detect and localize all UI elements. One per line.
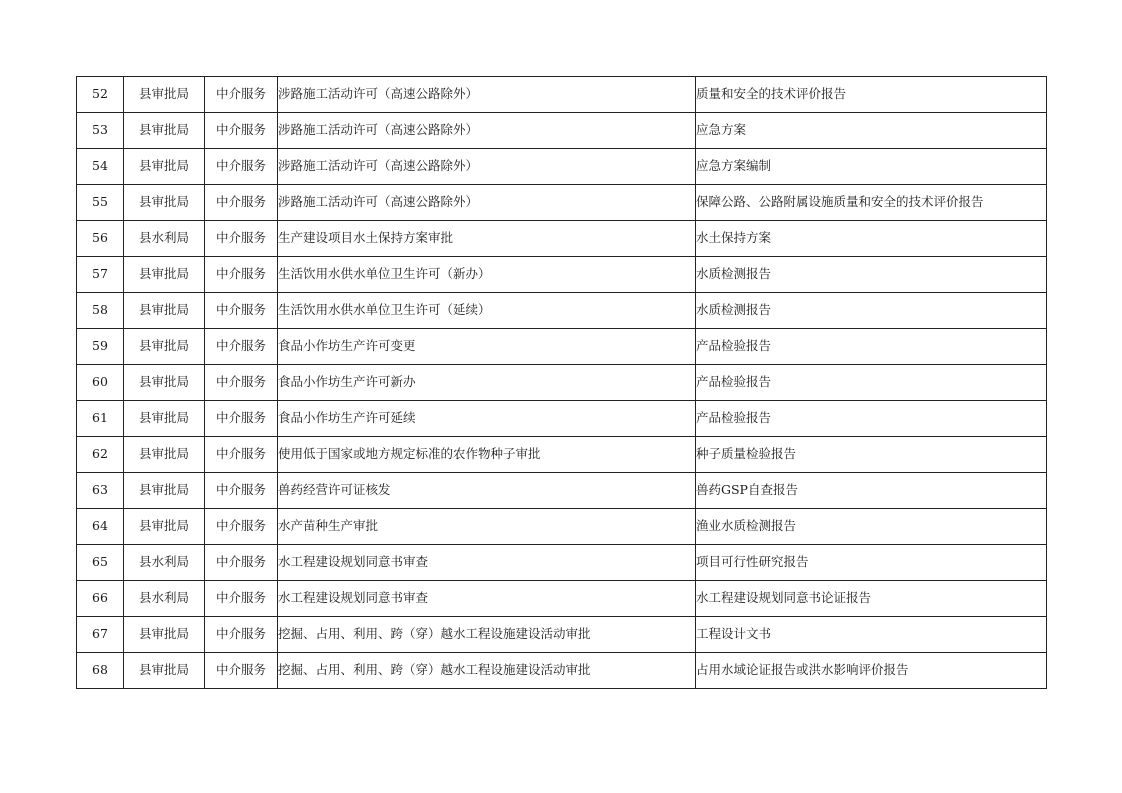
service-type-cell: 中介服务 bbox=[205, 509, 278, 545]
service-type-cell: 中介服务 bbox=[205, 473, 278, 509]
required-material-cell: 兽药GSP自查报告 bbox=[696, 473, 1047, 509]
row-number-cell: 59 bbox=[77, 329, 124, 365]
service-type-cell: 中介服务 bbox=[205, 185, 278, 221]
service-type-cell: 中介服务 bbox=[205, 113, 278, 149]
department-cell: 县审批局 bbox=[124, 401, 205, 437]
department-cell: 县审批局 bbox=[124, 113, 205, 149]
required-material-cell: 种子质量检验报告 bbox=[696, 437, 1047, 473]
approval-item-cell: 生活饮用水供水单位卫生许可（新办） bbox=[278, 257, 696, 293]
row-number-cell: 62 bbox=[77, 437, 124, 473]
table-row bbox=[77, 473, 1047, 509]
required-material-cell: 占用水域论证报告或洪水影响评价报告 bbox=[696, 653, 1047, 689]
row-number-cell: 55 bbox=[77, 185, 124, 221]
row-number-cell: 61 bbox=[77, 401, 124, 437]
required-material-cell: 产品检验报告 bbox=[696, 329, 1047, 365]
required-material-cell: 应急方案编制 bbox=[696, 149, 1047, 185]
table-row bbox=[77, 365, 1047, 401]
row-number-cell: 65 bbox=[77, 545, 124, 581]
required-material-cell: 项目可行性研究报告 bbox=[696, 545, 1047, 581]
required-material-cell: 工程设计文书 bbox=[696, 617, 1047, 653]
table-row bbox=[77, 149, 1047, 185]
required-material-cell: 水质检测报告 bbox=[696, 293, 1047, 329]
department-cell: 县审批局 bbox=[124, 77, 205, 113]
required-material-cell: 水质检测报告 bbox=[696, 257, 1047, 293]
approval-item-cell: 生产建设项目水土保持方案审批 bbox=[278, 221, 696, 257]
required-material-cell: 渔业水质检测报告 bbox=[696, 509, 1047, 545]
table-row bbox=[77, 509, 1047, 545]
table-row bbox=[77, 437, 1047, 473]
approval-item-cell: 食品小作坊生产许可变更 bbox=[278, 329, 696, 365]
table-row bbox=[77, 401, 1047, 437]
service-type-cell: 中介服务 bbox=[205, 437, 278, 473]
table-row bbox=[77, 329, 1047, 365]
department-cell: 县审批局 bbox=[124, 185, 205, 221]
approval-item-cell: 食品小作坊生产许可新办 bbox=[278, 365, 696, 401]
approval-item-cell: 水工程建设规划同意书审查 bbox=[278, 581, 696, 617]
service-type-cell: 中介服务 bbox=[205, 545, 278, 581]
service-type-cell: 中介服务 bbox=[205, 221, 278, 257]
row-number-cell: 53 bbox=[77, 113, 124, 149]
department-cell: 县审批局 bbox=[124, 365, 205, 401]
table-row bbox=[77, 221, 1047, 257]
row-number-cell: 57 bbox=[77, 257, 124, 293]
row-number-cell: 58 bbox=[77, 293, 124, 329]
service-type-cell: 中介服务 bbox=[205, 581, 278, 617]
department-cell: 县审批局 bbox=[124, 149, 205, 185]
row-number-cell: 68 bbox=[77, 653, 124, 689]
approval-item-cell: 涉路施工活动许可（高速公路除外） bbox=[278, 77, 696, 113]
service-type-cell: 中介服务 bbox=[205, 365, 278, 401]
department-cell: 县审批局 bbox=[124, 617, 205, 653]
approval-item-cell: 涉路施工活动许可（高速公路除外） bbox=[278, 149, 696, 185]
department-cell: 县审批局 bbox=[124, 257, 205, 293]
approval-item-cell: 挖掘、占用、利用、跨（穿）越水工程设施建设活动审批 bbox=[278, 653, 696, 689]
row-number-cell: 56 bbox=[77, 221, 124, 257]
row-number-cell: 60 bbox=[77, 365, 124, 401]
table-body bbox=[77, 77, 1047, 689]
intermediary-services-table bbox=[76, 76, 1047, 689]
table-row bbox=[77, 293, 1047, 329]
department-cell: 县水利局 bbox=[124, 581, 205, 617]
approval-item-cell: 涉路施工活动许可（高速公路除外） bbox=[278, 185, 696, 221]
approval-item-cell: 涉路施工活动许可（高速公路除外） bbox=[278, 113, 696, 149]
required-material-cell: 水工程建设规划同意书论证报告 bbox=[696, 581, 1047, 617]
table-row bbox=[77, 617, 1047, 653]
service-type-cell: 中介服务 bbox=[205, 77, 278, 113]
table-row bbox=[77, 77, 1047, 113]
row-number-cell: 67 bbox=[77, 617, 124, 653]
approval-item-cell: 水产苗种生产审批 bbox=[278, 509, 696, 545]
service-type-cell: 中介服务 bbox=[205, 401, 278, 437]
required-material-cell: 应急方案 bbox=[696, 113, 1047, 149]
department-cell: 县审批局 bbox=[124, 329, 205, 365]
service-type-cell: 中介服务 bbox=[205, 329, 278, 365]
department-cell: 县审批局 bbox=[124, 509, 205, 545]
row-number-cell: 63 bbox=[77, 473, 124, 509]
required-material-cell: 产品检验报告 bbox=[696, 401, 1047, 437]
table-row bbox=[77, 545, 1047, 581]
row-number-cell: 54 bbox=[77, 149, 124, 185]
department-cell: 县审批局 bbox=[124, 437, 205, 473]
approval-item-cell: 水工程建设规划同意书审查 bbox=[278, 545, 696, 581]
service-type-cell: 中介服务 bbox=[205, 293, 278, 329]
required-material-cell: 质量和安全的技术评价报告 bbox=[696, 77, 1047, 113]
approval-item-cell: 挖掘、占用、利用、跨（穿）越水工程设施建设活动审批 bbox=[278, 617, 696, 653]
service-type-cell: 中介服务 bbox=[205, 617, 278, 653]
required-material-cell: 水土保持方案 bbox=[696, 221, 1047, 257]
row-number-cell: 66 bbox=[77, 581, 124, 617]
required-material-cell: 保障公路、公路附属设施质量和安全的技术评价报告 bbox=[696, 185, 1047, 221]
approval-item-cell: 兽药经营许可证核发 bbox=[278, 473, 696, 509]
table-row bbox=[77, 653, 1047, 689]
service-type-cell: 中介服务 bbox=[205, 149, 278, 185]
table-row bbox=[77, 257, 1047, 293]
approval-item-cell: 食品小作坊生产许可延续 bbox=[278, 401, 696, 437]
department-cell: 县水利局 bbox=[124, 545, 205, 581]
service-type-cell: 中介服务 bbox=[205, 653, 278, 689]
department-cell: 县水利局 bbox=[124, 221, 205, 257]
approval-item-cell: 使用低于国家或地方规定标准的农作物种子审批 bbox=[278, 437, 696, 473]
table-row bbox=[77, 113, 1047, 149]
department-cell: 县审批局 bbox=[124, 653, 205, 689]
table-row bbox=[77, 581, 1047, 617]
service-type-cell: 中介服务 bbox=[205, 257, 278, 293]
required-material-cell: 产品检验报告 bbox=[696, 365, 1047, 401]
approval-item-cell: 生活饮用水供水单位卫生许可（延续） bbox=[278, 293, 696, 329]
table-row bbox=[77, 185, 1047, 221]
department-cell: 县审批局 bbox=[124, 293, 205, 329]
row-number-cell: 52 bbox=[77, 77, 124, 113]
department-cell: 县审批局 bbox=[124, 473, 205, 509]
row-number-cell: 64 bbox=[77, 509, 124, 545]
